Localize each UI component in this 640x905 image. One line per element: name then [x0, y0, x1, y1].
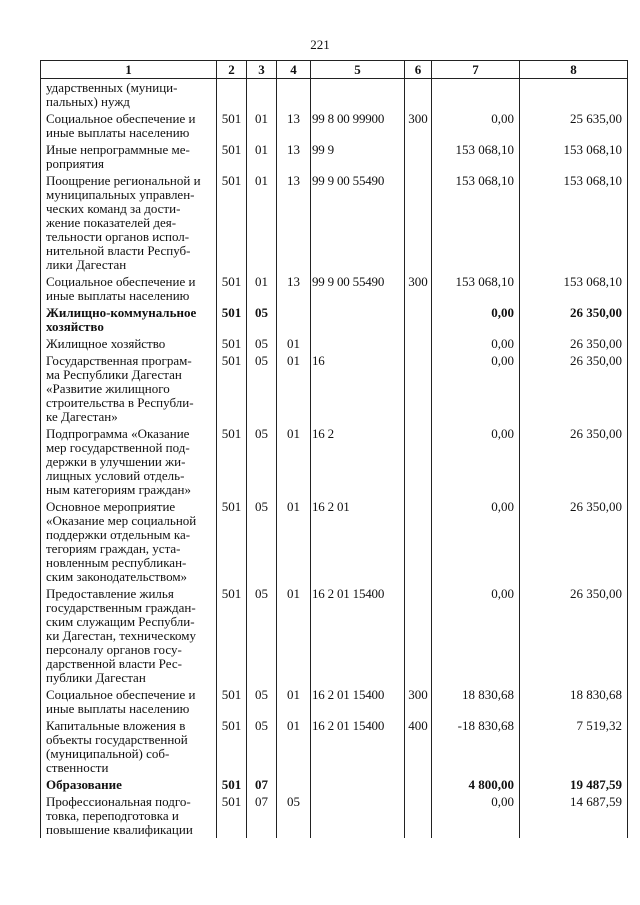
table-row	[41, 110, 628, 141]
cell-name: Основное мероприятие «Оказание мер социальной поддержки отдельным ка- тегориям граждан, уста- новленным республикан- ским законодательством»	[41, 498, 217, 585]
cell-name: Государственная програм- ма Республики Дагестан «Развитие жилищного строительства в Республи- ке Дагестан»	[41, 352, 217, 425]
column-header-4: 4	[277, 61, 311, 79]
cell-col3: 05	[247, 304, 277, 335]
cell-col4: 13	[277, 273, 311, 304]
table-row	[41, 172, 628, 273]
cell-col4: 01	[277, 585, 311, 686]
table-row	[41, 304, 628, 335]
column-header-3: 3	[247, 61, 277, 79]
cell-col7: 153 068,10	[432, 141, 520, 172]
cell-name: Жилищное хозяйство	[41, 335, 217, 352]
cell-name: Иные непрограммные ме- роприятия	[41, 141, 217, 172]
cell-name: Социальное обеспечение и иные выплаты населению	[41, 110, 217, 141]
cell-name: Подпрограмма «Оказание мер государственной под- держки в улучшении жи- лищных условий отдель- ным категориям граждан»	[41, 425, 217, 498]
cell-name: Поощрение региональной и муниципальных управлен- ческих команд за дости- жение показателей дея- тельности органов испол- нительной власти Респуб- лики Дагестан	[41, 172, 217, 273]
cell-col8: 153 068,10	[520, 141, 628, 172]
cell-col5: 99 9	[311, 141, 405, 172]
table-row	[41, 352, 628, 425]
cell-col5	[311, 79, 405, 111]
cell-col4: 01	[277, 686, 311, 717]
column-header-6: 6	[405, 61, 432, 79]
cell-col7: -18 830,68	[432, 717, 520, 776]
cell-col4: 01	[277, 352, 311, 425]
cell-col6: 300	[405, 686, 432, 717]
cell-col2: 501	[217, 498, 247, 585]
cell-col2: 501	[217, 352, 247, 425]
table-header-row	[41, 61, 628, 79]
cell-col8: 26 350,00	[520, 425, 628, 498]
cell-col8: 25 635,00	[520, 110, 628, 141]
cell-col5	[311, 793, 405, 838]
cell-col6: 300	[405, 273, 432, 304]
cell-col7: 0,00	[432, 585, 520, 686]
column-header-5: 5	[311, 61, 405, 79]
cell-col6	[405, 793, 432, 838]
table-row	[41, 498, 628, 585]
cell-col2: 501	[217, 776, 247, 793]
cell-col3: 05	[247, 335, 277, 352]
cell-col7: 0,00	[432, 793, 520, 838]
cell-col4: 13	[277, 141, 311, 172]
cell-col4: 13	[277, 110, 311, 141]
table-row	[41, 79, 628, 111]
cell-col7: 0,00	[432, 335, 520, 352]
cell-name: Предоставление жилья государственным граждан- ским служащим Республи- ки Дагестан, техническому персоналу органов госу- дарственной власти Рес- публики Дагестан	[41, 585, 217, 686]
cell-col2: 501	[217, 717, 247, 776]
table-row	[41, 686, 628, 717]
cell-col4: 05	[277, 793, 311, 838]
table-row	[41, 585, 628, 686]
cell-col5: 16 2 01 15400	[311, 686, 405, 717]
cell-col8: 18 830,68	[520, 686, 628, 717]
cell-col7: 4 800,00	[432, 776, 520, 793]
cell-col6: 400	[405, 717, 432, 776]
cell-col6	[405, 172, 432, 273]
cell-col5: 16 2 01	[311, 498, 405, 585]
cell-col2: 501	[217, 172, 247, 273]
table-row	[41, 141, 628, 172]
cell-name: Капитальные вложения в объекты государственной (муниципальной) соб- ственности	[41, 717, 217, 776]
cell-col3: 01	[247, 273, 277, 304]
cell-col2: 501	[217, 793, 247, 838]
cell-col6	[405, 304, 432, 335]
cell-col4: 01	[277, 498, 311, 585]
cell-col2: 501	[217, 110, 247, 141]
cell-col7: 153 068,10	[432, 273, 520, 304]
cell-col2: 501	[217, 686, 247, 717]
cell-col5: 99 9 00 55490	[311, 172, 405, 273]
table-row	[41, 273, 628, 304]
cell-col5: 99 9 00 55490	[311, 273, 405, 304]
table-row	[41, 793, 628, 838]
table-row	[41, 335, 628, 352]
cell-col4: 01	[277, 717, 311, 776]
cell-col6	[405, 585, 432, 686]
column-header-1: 1	[41, 61, 217, 79]
column-header-2: 2	[217, 61, 247, 79]
cell-col3: 01	[247, 172, 277, 273]
cell-col5: 16 2 01 15400	[311, 717, 405, 776]
cell-col8: 19 487,59	[520, 776, 628, 793]
cell-col3: 07	[247, 793, 277, 838]
cell-col6	[405, 776, 432, 793]
table-row	[41, 776, 628, 793]
cell-col4	[277, 304, 311, 335]
cell-name: ударственных (муници- пальных) нужд	[41, 79, 217, 111]
cell-col4: 01	[277, 335, 311, 352]
cell-col5: 16 2	[311, 425, 405, 498]
cell-col5	[311, 776, 405, 793]
cell-col4: 13	[277, 172, 311, 273]
cell-col8: 26 350,00	[520, 304, 628, 335]
cell-col6	[405, 498, 432, 585]
cell-col8: 26 350,00	[520, 335, 628, 352]
cell-col4	[277, 79, 311, 111]
cell-name: Образование	[41, 776, 217, 793]
budget-table	[40, 60, 628, 838]
cell-col3: 05	[247, 352, 277, 425]
cell-col8: 153 068,10	[520, 172, 628, 273]
table-body	[41, 79, 628, 839]
cell-col5: 16 2 01 15400	[311, 585, 405, 686]
table-row	[41, 425, 628, 498]
cell-col2: 501	[217, 585, 247, 686]
cell-name: Профессиональная подго- товка, переподготовка и повышение квалификации	[41, 793, 217, 838]
cell-col2: 501	[217, 304, 247, 335]
cell-col5	[311, 335, 405, 352]
cell-col7: 153 068,10	[432, 172, 520, 273]
cell-col6	[405, 335, 432, 352]
cell-col5	[311, 304, 405, 335]
cell-col7: 0,00	[432, 304, 520, 335]
column-header-7: 7	[432, 61, 520, 79]
cell-col7: 0,00	[432, 498, 520, 585]
cell-col3: 05	[247, 498, 277, 585]
cell-col2: 501	[217, 273, 247, 304]
cell-col3: 05	[247, 686, 277, 717]
cell-col8: 26 350,00	[520, 352, 628, 425]
cell-col6	[405, 352, 432, 425]
cell-col5: 16	[311, 352, 405, 425]
cell-name: Жилищно-коммунальное хозяйство	[41, 304, 217, 335]
column-header-8: 8	[520, 61, 628, 79]
cell-col8: 14 687,59	[520, 793, 628, 838]
cell-col3: 05	[247, 425, 277, 498]
cell-col8: 26 350,00	[520, 498, 628, 585]
cell-col8: 7 519,32	[520, 717, 628, 776]
cell-col4: 01	[277, 425, 311, 498]
cell-col3: 07	[247, 776, 277, 793]
cell-col2: 501	[217, 425, 247, 498]
cell-col6	[405, 141, 432, 172]
cell-col7	[432, 79, 520, 111]
cell-col2: 501	[217, 335, 247, 352]
cell-col3	[247, 79, 277, 111]
cell-col2	[217, 79, 247, 111]
cell-name: Социальное обеспечение и иные выплаты населению	[41, 273, 217, 304]
cell-col2: 501	[217, 141, 247, 172]
cell-col8: 26 350,00	[520, 585, 628, 686]
cell-col8	[520, 79, 628, 111]
cell-col3: 05	[247, 585, 277, 686]
cell-col7: 0,00	[432, 352, 520, 425]
cell-col8: 153 068,10	[520, 273, 628, 304]
cell-col5: 99 8 00 99900	[311, 110, 405, 141]
page-number: 221	[310, 37, 330, 52]
cell-col7: 0,00	[432, 425, 520, 498]
cell-col6: 300	[405, 110, 432, 141]
cell-col3: 01	[247, 141, 277, 172]
cell-col4	[277, 776, 311, 793]
cell-col3: 01	[247, 110, 277, 141]
cell-col6	[405, 79, 432, 111]
cell-col3: 05	[247, 717, 277, 776]
cell-name: Социальное обеспечение и иные выплаты населению	[41, 686, 217, 717]
cell-col7: 0,00	[432, 110, 520, 141]
table-row	[41, 717, 628, 776]
cell-col6	[405, 425, 432, 498]
cell-col7: 18 830,68	[432, 686, 520, 717]
